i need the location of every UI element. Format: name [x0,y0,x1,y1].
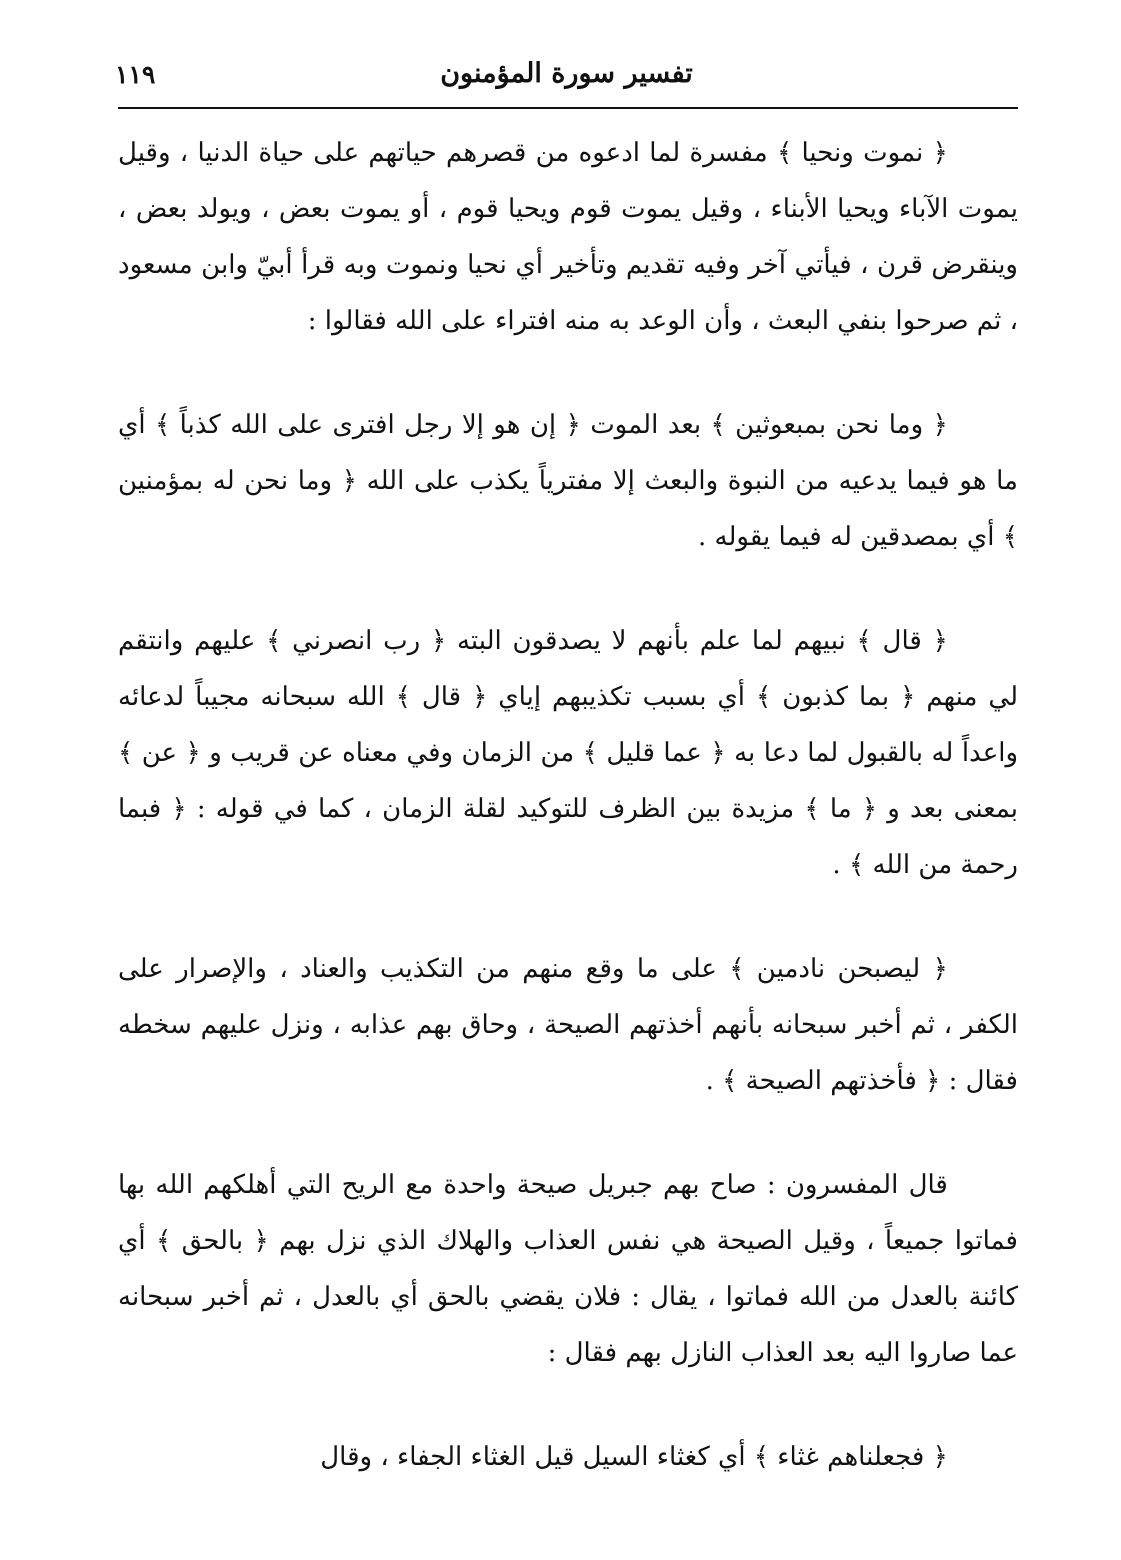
paragraph-4: ﴿ ليصبحن نادمين ﴾ على ما وقع منهم من التكذيب والعناد ، والإصرار على الكفر ، ثم أخبر سبحانه بأنهم أخذتهم الصيحة ، وحاق بهم عذابه ، ونزل عليهم سخطه فقال : ﴿ فأخذتهم الصيحة ﴾ . [118,954,1018,1096]
paragraph-5: قال المفسرون : صاح بهم جبريل صيحة واحدة مع الريح التي أهلكهم الله بها فماتوا جميعاً ، وقيل الصيحة هي نفس العذاب والهلاك الذي نزل بهم ﴿ بالحق ﴾ أي كائنة بالعدل من الله فماتوا ، يقال : فلان يقضي بالحق أي بالعدل ، ثم أخبر سبحانه عما صاروا اليه بعد العذاب النازل بهم فقال : [118,1170,1018,1368]
paragraph-1: ﴿ نموت ونحيا ﴾ مفسرة لما ادعوه من قصرهم حياتهم على حياة الدنيا ، وقيل يموت الآباء ويحيا الأبناء ، وقيل يموت قوم ويحيا قوم ، أو يموت بعض ، ويولد بعض ، وينقرض قرن ، فيأتي آخر وفيه تقديم وتأخير أي نحيا ونموت وبه قرأ أبيّ وابن مسعود ، ثم صرحوا بنفي البعث ، وأن الوعد به منه افتراء على الله فقالوا : [118,138,1018,336]
page-body [118,125,1018,1485]
running-title: تفسير سورة المؤمنون [440,58,693,89]
paragraph-6: ﴿ فجعلناهم غثاء ﴾ أي كغثاء السيل قيل الغثاء الجفاء ، وقال [320,1442,948,1472]
header-rule [118,107,1018,109]
paragraph-3: ﴿ قال ﴾ نبيهم لما علم بأنهم لا يصدقون البته ﴿ رب انصرني ﴾ عليهم وانتقم لي منهم ﴿ بما كذبون ﴾ أي بسبب تكذيبهم إياي ﴿ قال ﴾ الله سبحانه مجيباً لدعائه واعداً له بالقبول لما دعا به ﴿ عما قليل ﴾ من الزمان وفي معناه عن قريب و ﴿ عن ﴾ بمعنى بعد و ﴿ ما ﴾ مزيدة بين الظرف للتوكيد لقلة الزمان ، كما في قوله : ﴿ فبما رحمة من الله ﴾ . [118,626,1018,880]
page-header [115,58,1018,110]
page-number: ١١٩ [115,60,156,89]
paragraph-2: ﴿ وما نحن بمبعوثين ﴾ بعد الموت ﴿ إن هو إلا رجل افترى على الله كذباً ﴾ أي ما هو فيما يدعيه من النبوة والبعث إلا مفترياً يكذب على الله ﴿ وما نحن له بمؤمنين ﴾ أي بمصدقين له فيما يقوله . [118,410,1018,552]
